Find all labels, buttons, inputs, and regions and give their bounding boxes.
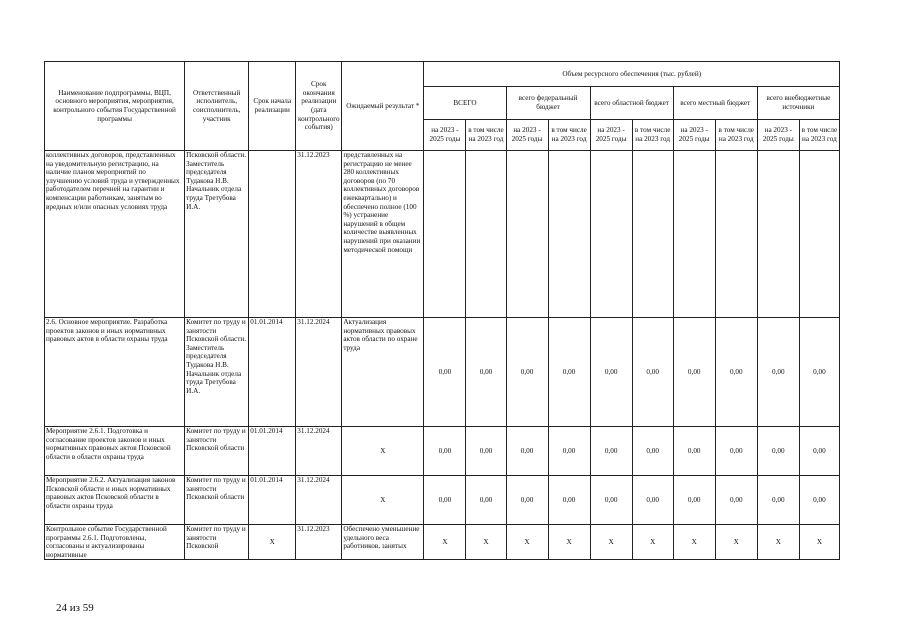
row-responsible: Комитет по труду и занятости Псковской области (185, 476, 249, 525)
header-sub-period: на 2023 - 2025 годы (590, 120, 632, 151)
header-sub-year: в том числе на 2023 год (715, 120, 757, 151)
row-end: 31.12.2024 (296, 476, 342, 525)
resource-table (44, 61, 840, 560)
value-cell (757, 151, 799, 318)
row-end: 31.12.2024 (296, 427, 342, 476)
header-sub-year: в том числе на 2023 год (799, 120, 839, 151)
row-start: 01.01.2014 (249, 476, 296, 525)
value-cell (506, 151, 548, 318)
value-cell: 0,00 (715, 318, 757, 427)
value-cell: 0,00 (673, 318, 715, 427)
row-result: представленных на регистрацию не менее 280 коллективных договоров (по 70 коллективных договоров ежеквартально) и обеспечено полное (100 %) устранение нарушений в общем количестве выявленных нарушений при оказании методической помощи (342, 151, 424, 318)
value-cell: 0,00 (632, 476, 673, 525)
row-name: Контрольное событие Государственной программы 2.6.1. Подготовлены, согласованы и актуализированы нормативные (45, 525, 185, 560)
header-sub-period: на 2023 - 2025 годы (673, 120, 715, 151)
row-name: Мероприятие 2.6.1. Подготовка и согласование проектов законов и иных нормативных правовых актов Псковской области в области охраны труда (45, 427, 185, 476)
value-cell: 0,00 (632, 318, 673, 427)
value-cell: 0,00 (757, 427, 799, 476)
value-cell: 0,00 (590, 476, 632, 525)
value-cell: X (715, 525, 757, 560)
value-cell: 0,00 (715, 476, 757, 525)
row-result: X (342, 476, 424, 525)
row-result: Актуализация нормативных правовых актов области по охране труда (342, 318, 424, 427)
row-start: 01.01.2014 (249, 318, 296, 427)
value-cell: 0,00 (506, 318, 548, 427)
value-cell: 0,00 (506, 427, 548, 476)
value-cell (424, 151, 466, 318)
value-cell: X (799, 525, 839, 560)
value-cell: 0,00 (757, 318, 799, 427)
table-row (45, 476, 840, 525)
header-sub-year: в том числе на 2023 год (548, 120, 590, 151)
value-cell: 0,00 (673, 427, 715, 476)
value-cell (715, 151, 757, 318)
value-cell: 0,00 (424, 318, 466, 427)
row-result: Обеспечено уменьшение удельного веса работников, занятых (342, 525, 424, 560)
value-cell: 0,00 (715, 427, 757, 476)
row-responsible: Комитет по труду и занятости Псковской области. Заместитель председателя Тудакова Н.В. Начальник отдела труда Третубова И.А. (185, 318, 249, 427)
header-group-total: ВСЕГО (424, 87, 506, 120)
header-funding: Объем ресурсного обеспечения (тыс. рублей) (424, 62, 840, 87)
row-start (249, 151, 296, 318)
header-result: Ожидаемый результат * (342, 62, 424, 151)
value-cell: X (466, 525, 506, 560)
value-cell: X (590, 525, 632, 560)
page-number: 24 из 59 (56, 602, 94, 614)
row-name: Мероприятие 2.6.2. Актуализация законов Псковской области и иных нормативных правовых актов Псковской области в области охраны труда (45, 476, 185, 525)
row-responsible: Псковской области. Заместитель председателя Тудакова Н.В. Начальник отдела труда Третубова И.А. (185, 151, 249, 318)
value-cell: 0,00 (548, 476, 590, 525)
row-start: X (249, 525, 296, 560)
value-cell: 0,00 (799, 476, 839, 525)
value-cell: 0,00 (424, 476, 466, 525)
value-cell: 0,00 (757, 476, 799, 525)
header-group-extrabudget: всего внебюджетные источники (757, 87, 839, 120)
header-sub-period: на 2023 - 2025 годы (506, 120, 548, 151)
header-sub-year: в том числе на 2023 год (466, 120, 506, 151)
row-responsible: Комитет по труду и занятости Псковской (185, 525, 249, 560)
value-cell: 0,00 (590, 318, 632, 427)
row-end: 31.12.2024 (296, 318, 342, 427)
value-cell (799, 151, 839, 318)
value-cell: 0,00 (799, 318, 839, 427)
header-group-federal: всего федеральный бюджет (506, 87, 590, 120)
value-cell (673, 151, 715, 318)
value-cell: 0,00 (548, 318, 590, 427)
row-name: 2.6. Основное мероприятие. Разработка проектов законов и иных нормативных правовых актов в области охраны труда (45, 318, 185, 427)
value-cell: 0,00 (673, 476, 715, 525)
value-cell: 0,00 (632, 427, 673, 476)
table-row (45, 318, 840, 427)
header-name: Наименование подпрограммы, ВЦП, основного мероприятия, мероприятия, контрольного события Государственной программы (45, 62, 185, 151)
row-end: 31.12.2023 (296, 525, 342, 560)
header-start: Срок начала реализации (249, 62, 296, 151)
value-cell (632, 151, 673, 318)
row-name: коллективных договоров, представленных на уведомительную регистрацию, на наличие планов мероприятий по улучшению условий труда и утвержденных работодателем перечней на гарантии и компенсации работникам, занятым во вредных и/или опасных условиях труда (45, 151, 185, 318)
value-cell: 0,00 (466, 427, 506, 476)
value-cell: X (506, 525, 548, 560)
value-cell: 0,00 (466, 476, 506, 525)
value-cell: 0,00 (548, 427, 590, 476)
value-cell: 0,00 (466, 318, 506, 427)
value-cell: X (673, 525, 715, 560)
value-cell: 0,00 (424, 427, 466, 476)
value-cell: X (632, 525, 673, 560)
table-row (45, 525, 840, 560)
header-group-local: всего местный бюджет (673, 87, 757, 120)
header-sub-period: на 2023 - 2025 годы (757, 120, 799, 151)
value-cell (590, 151, 632, 318)
row-result: X (342, 427, 424, 476)
row-responsible: Комитет по труду и занятости Псковской области (185, 427, 249, 476)
value-cell (548, 151, 590, 318)
value-cell: X (424, 525, 466, 560)
row-start: 01.01.2014 (249, 427, 296, 476)
table-row (45, 427, 840, 476)
header-end: Срок окончания реализации (дата контрольного события) (296, 62, 342, 151)
row-end: 31.12.2023 (296, 151, 342, 318)
value-cell: X (757, 525, 799, 560)
header-responsible: Ответственный исполнитель, соисполнитель, участник (185, 62, 249, 151)
value-cell (466, 151, 506, 318)
header-sub-year: в том числе на 2023 год (632, 120, 673, 151)
value-cell: X (548, 525, 590, 560)
value-cell: 0,00 (506, 476, 548, 525)
value-cell: 0,00 (590, 427, 632, 476)
header-group-regional: всего областной бюджет (590, 87, 673, 120)
header-sub-period: на 2023 - 2025 годы (424, 120, 466, 151)
table-row (45, 151, 840, 318)
value-cell: 0,00 (799, 427, 839, 476)
